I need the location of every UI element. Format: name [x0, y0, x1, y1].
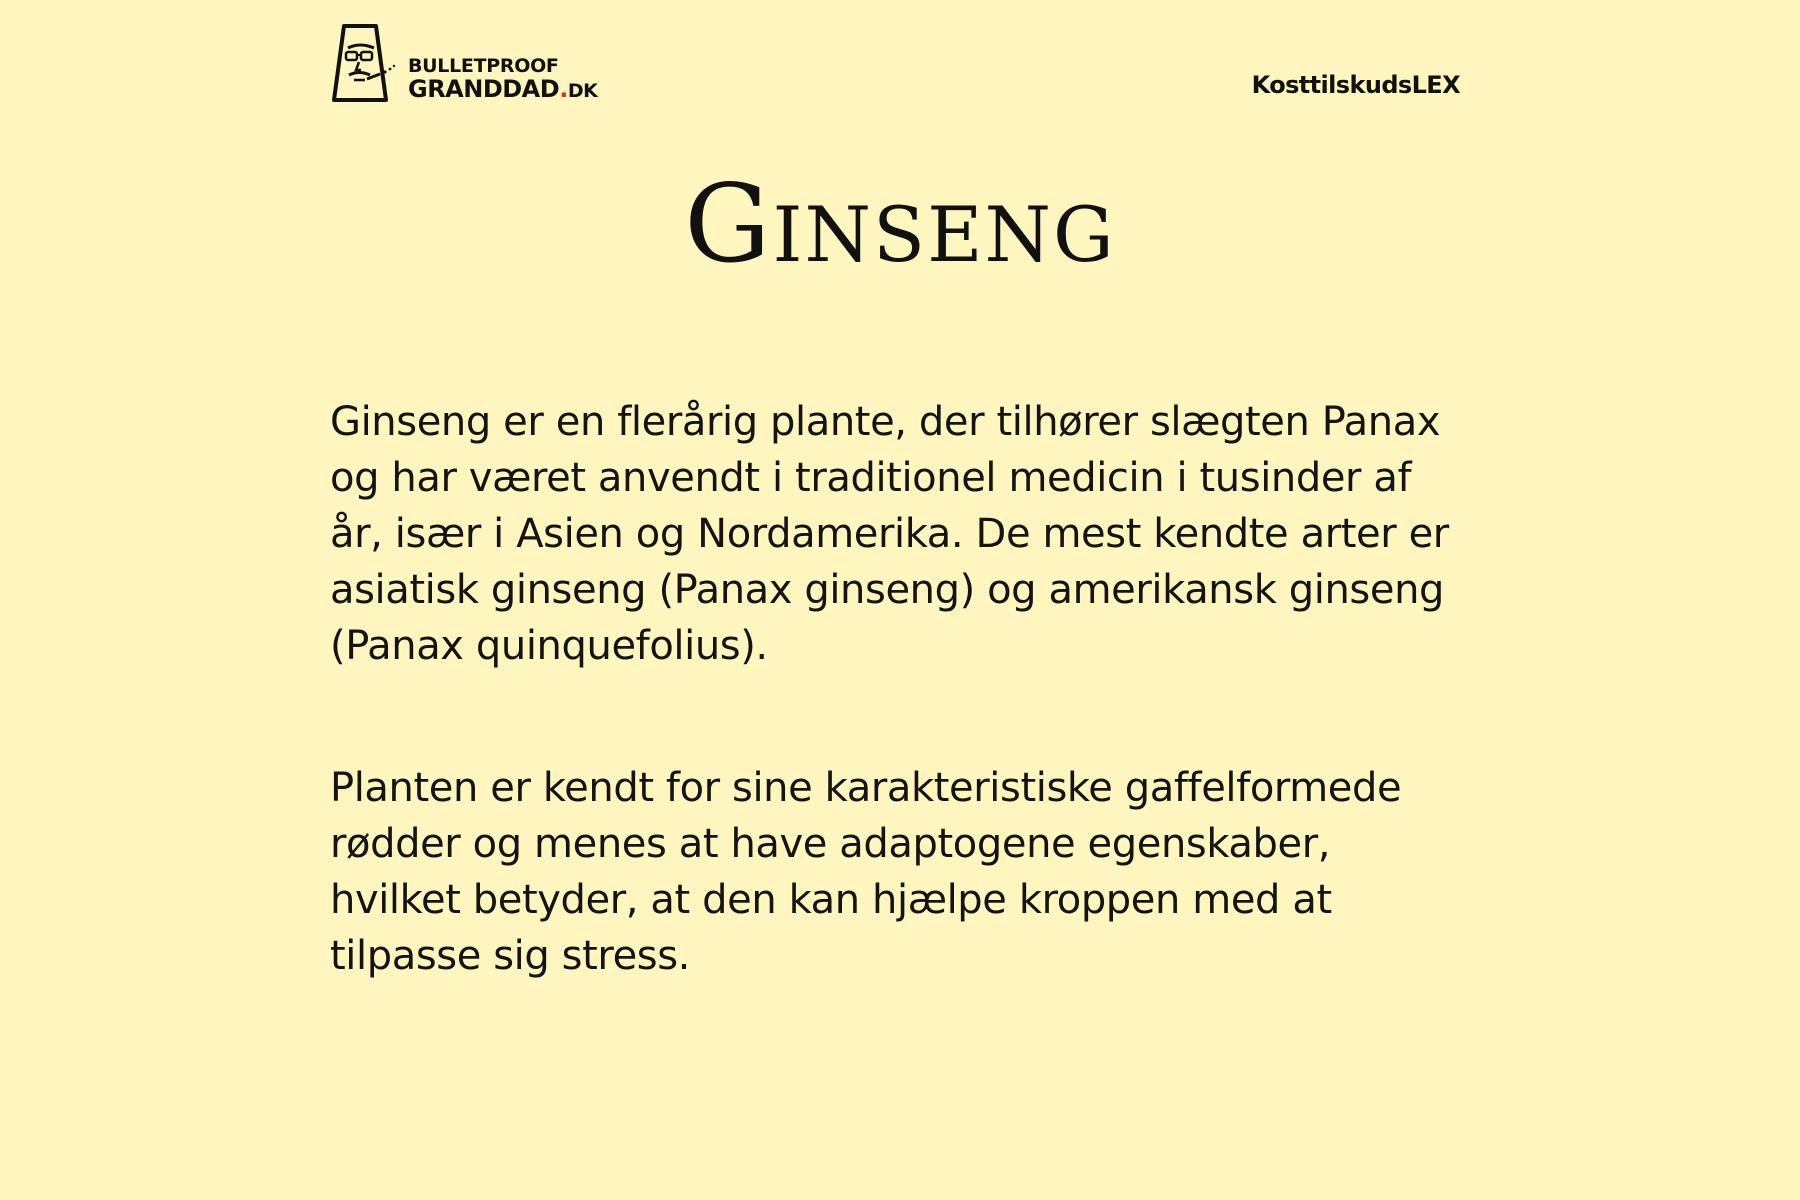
logo-wordmark-name: GRANDDAD — [408, 75, 560, 103]
page-title: Ginseng — [684, 162, 1116, 287]
logo-wordmark-tld: DK — [567, 80, 598, 102]
site-logo[interactable] — [330, 22, 630, 104]
kosttilskudslex-link[interactable]: KosttilskudsLEX — [1251, 71, 1460, 99]
logo-wordmark-top: BULLETPROOF — [408, 55, 559, 77]
article-body — [330, 394, 1470, 984]
logo-wordmark-dot: . — [559, 75, 568, 103]
logo-wordmark-main — [408, 76, 597, 104]
article-paragraph-1: Ginseng er en flerårig plante, der tilhører slægten Panax og har været anvendt i traditionel medicin i tusinder af år, især i Asien og Nordamerika. De mest kendte arter er asiatisk ginseng (Panax ginseng) og amerikansk ginseng (Panax quinquefolius). — [330, 399, 1449, 669]
granddad-mascot-icon — [330, 22, 406, 104]
article-paragraph-2: Planten er kendt for sine karakteristiske gaffelformede rødder og menes at have adaptogene egenskaber, hvilket betyder, at den kan hjælpe kroppen med at tilpasse sig stress. — [330, 765, 1402, 979]
